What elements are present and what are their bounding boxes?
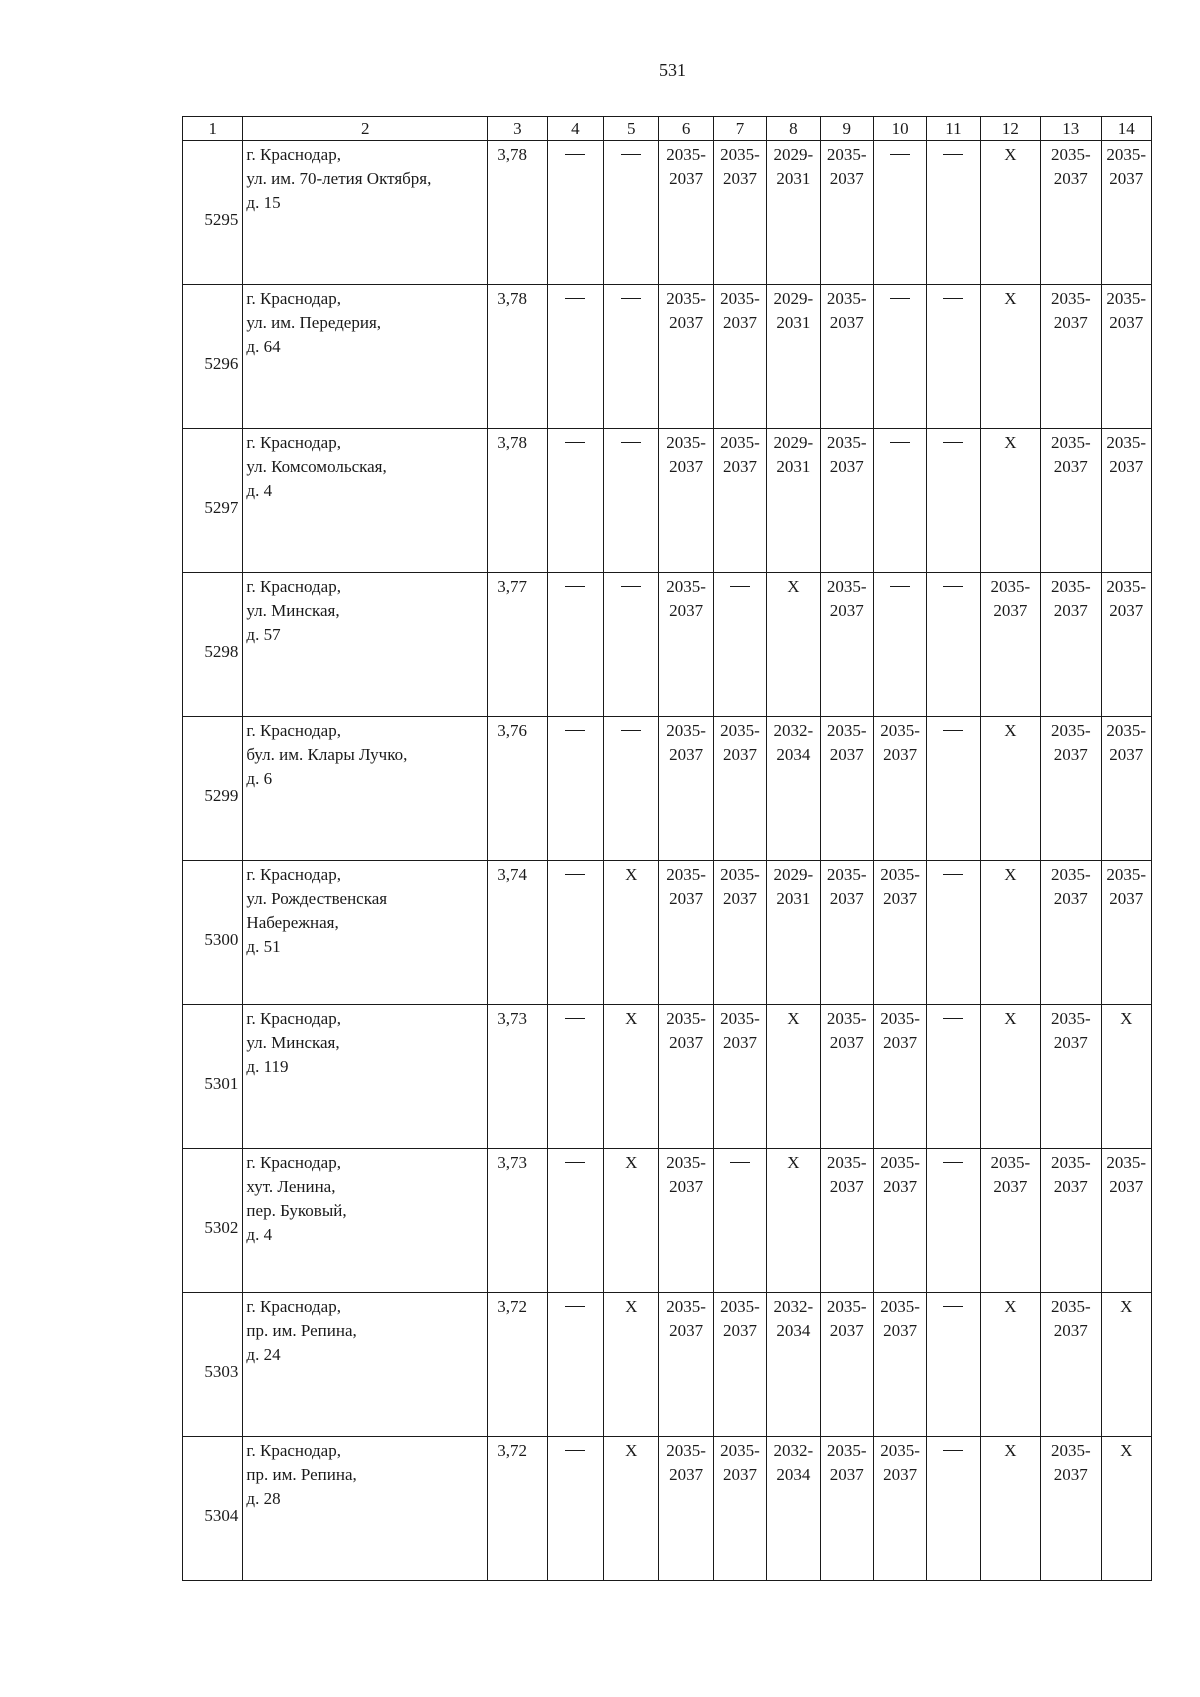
value-cell: 3,72 — [488, 1293, 547, 1437]
period-cell: X — [980, 717, 1040, 861]
dash-mark — [943, 1306, 963, 1307]
column-header: 9 — [820, 117, 873, 141]
table-row — [183, 1149, 1152, 1293]
table-row — [183, 861, 1152, 1005]
value-cell: 3,73 — [488, 1149, 547, 1293]
dash-cell — [927, 429, 980, 573]
period-cell: 2035- 2037 — [659, 285, 713, 429]
period-cell: 2035- 2037 — [1101, 717, 1151, 861]
dash-mark — [565, 298, 585, 299]
address-line: д. 51 — [246, 937, 281, 956]
dash-cell — [604, 717, 659, 861]
address-line: г. Краснодар, — [246, 1297, 341, 1316]
period-cell: 2035- 2037 — [659, 1149, 713, 1293]
address-line: пр. им. Репина, — [246, 1321, 357, 1340]
header-row — [183, 117, 1152, 141]
dash-cell — [547, 1005, 603, 1149]
dash-mark — [565, 1162, 585, 1163]
dash-cell — [547, 861, 603, 1005]
dash-cell — [547, 141, 603, 285]
period-cell: 2035- 2037 — [1101, 285, 1151, 429]
dash-mark — [565, 442, 585, 443]
dash-mark — [943, 586, 963, 587]
period-cell: X — [1101, 1437, 1151, 1581]
column-header: 6 — [659, 117, 713, 141]
dash-mark — [943, 1018, 963, 1019]
address-line: г. Краснодар, — [246, 433, 341, 452]
period-cell: 2035- 2037 — [1041, 1005, 1101, 1149]
period-cell: 2035- 2037 — [659, 573, 713, 717]
period-cell: 2035- 2037 — [820, 717, 873, 861]
dash-cell — [927, 1293, 980, 1437]
dash-cell — [604, 429, 659, 573]
column-header: 5 — [604, 117, 659, 141]
period-cell: 2035- 2037 — [713, 1437, 766, 1581]
period-cell: 2035- 2037 — [659, 717, 713, 861]
period-cell: X — [980, 141, 1040, 285]
address-cell — [243, 285, 488, 429]
table-row — [183, 573, 1152, 717]
column-header: 14 — [1101, 117, 1151, 141]
period-cell: 2029- 2031 — [767, 429, 820, 573]
period-cell: 2035- 2037 — [1041, 429, 1101, 573]
dash-mark — [943, 730, 963, 731]
address-line: г. Краснодар, — [246, 865, 341, 884]
period-cell: X — [980, 285, 1040, 429]
dash-cell — [547, 285, 603, 429]
dash-cell — [547, 1293, 603, 1437]
period-cell: 2035- 2037 — [1041, 285, 1101, 429]
dash-mark — [890, 154, 910, 155]
period-cell: 2035- 2037 — [713, 429, 766, 573]
period-cell: 2035- 2037 — [659, 861, 713, 1005]
dash-mark — [890, 442, 910, 443]
row-number: 5299 — [183, 717, 243, 861]
dash-cell — [713, 573, 766, 717]
address-line: г. Краснодар, — [246, 1153, 341, 1172]
registry-table — [182, 116, 1152, 1581]
dash-mark — [621, 442, 641, 443]
period-cell: 2029- 2031 — [767, 861, 820, 1005]
value-cell: 3,72 — [488, 1437, 547, 1581]
period-cell: 2032- 2034 — [767, 1293, 820, 1437]
dash-cell — [604, 141, 659, 285]
column-header: 2 — [243, 117, 488, 141]
dash-mark — [565, 874, 585, 875]
address-cell — [243, 141, 488, 285]
address-line: д. 28 — [246, 1489, 281, 1508]
period-cell: X — [980, 1437, 1040, 1581]
address-line: ул. Минская, — [246, 1033, 340, 1052]
value-cell: 3,73 — [488, 1005, 547, 1149]
period-cell: 2035- 2037 — [713, 1293, 766, 1437]
column-header: 11 — [927, 117, 980, 141]
address-line: бул. им. Клары Лучко, — [246, 745, 408, 764]
row-number: 5298 — [183, 573, 243, 717]
dash-mark — [943, 442, 963, 443]
address-line: ул. Минская, — [246, 601, 340, 620]
dash-cell — [547, 573, 603, 717]
address-line: хут. Ленина, — [246, 1177, 336, 1196]
column-header: 13 — [1041, 117, 1101, 141]
period-cell: 2035- 2037 — [1041, 1437, 1101, 1581]
period-cell: 2035- 2037 — [1101, 861, 1151, 1005]
period-cell: X — [604, 1005, 659, 1149]
page-number: 531 — [659, 60, 686, 80]
dash-cell — [873, 573, 926, 717]
address-cell — [243, 861, 488, 1005]
dash-mark — [621, 298, 641, 299]
address-cell — [243, 429, 488, 573]
period-cell: 2035- 2037 — [659, 141, 713, 285]
address-line: д. 57 — [246, 625, 281, 644]
table-row — [183, 429, 1152, 573]
address-line: Набережная, — [246, 913, 339, 932]
period-cell: X — [980, 1005, 1040, 1149]
period-cell: X — [604, 1293, 659, 1437]
period-cell: 2035- 2037 — [820, 141, 873, 285]
dash-cell — [927, 1005, 980, 1149]
row-number: 5301 — [183, 1005, 243, 1149]
dash-mark — [565, 154, 585, 155]
address-line: пр. им. Репина, — [246, 1465, 357, 1484]
address-line: г. Краснодар, — [246, 289, 341, 308]
period-cell: 2035- 2037 — [1101, 1149, 1151, 1293]
period-cell: 2035- 2037 — [873, 717, 926, 861]
table-row — [183, 285, 1152, 429]
dash-cell — [927, 1437, 980, 1581]
address-line: д. 6 — [246, 769, 273, 788]
address-cell — [243, 1149, 488, 1293]
period-cell: 2035- 2037 — [873, 1293, 926, 1437]
dash-mark — [890, 298, 910, 299]
dash-cell — [547, 1149, 603, 1293]
value-cell: 3,78 — [488, 141, 547, 285]
dash-cell — [927, 1149, 980, 1293]
period-cell: X — [1101, 1005, 1151, 1149]
address-line: г. Краснодар, — [246, 145, 341, 164]
period-cell: 2035- 2037 — [1101, 573, 1151, 717]
dash-cell — [927, 573, 980, 717]
dash-mark — [890, 586, 910, 587]
column-header: 8 — [767, 117, 820, 141]
table-row — [183, 717, 1152, 861]
row-number: 5302 — [183, 1149, 243, 1293]
period-cell: 2035- 2037 — [873, 1437, 926, 1581]
period-cell: X — [980, 861, 1040, 1005]
dash-cell — [873, 285, 926, 429]
period-cell: 2035- 2037 — [820, 1149, 873, 1293]
period-cell: 2035- 2037 — [713, 285, 766, 429]
period-cell: X — [767, 1149, 820, 1293]
column-header: 1 — [183, 117, 243, 141]
dash-mark — [943, 154, 963, 155]
period-cell: X — [604, 861, 659, 1005]
period-cell: 2035- 2037 — [659, 1437, 713, 1581]
dash-cell — [873, 141, 926, 285]
address-line: д. 4 — [246, 1225, 273, 1244]
table-row — [183, 1293, 1152, 1437]
period-cell: X — [604, 1437, 659, 1581]
period-cell: X — [604, 1149, 659, 1293]
dash-cell — [604, 573, 659, 717]
dash-cell — [547, 1437, 603, 1581]
dash-mark — [621, 154, 641, 155]
period-cell: 2029- 2031 — [767, 285, 820, 429]
period-cell: 2035- 2037 — [1041, 1149, 1101, 1293]
period-cell: 2032- 2034 — [767, 717, 820, 861]
row-number: 5295 — [183, 141, 243, 285]
row-number: 5297 — [183, 429, 243, 573]
dash-mark — [621, 586, 641, 587]
column-header: 10 — [873, 117, 926, 141]
address-line: ул. им. 70-летия Октября, — [246, 169, 432, 188]
dash-mark — [943, 874, 963, 875]
row-number: 5304 — [183, 1437, 243, 1581]
dash-cell — [604, 285, 659, 429]
period-cell: 2035- 2037 — [820, 573, 873, 717]
column-header: 7 — [713, 117, 766, 141]
address-cell — [243, 1005, 488, 1149]
period-cell: 2035- 2037 — [713, 141, 766, 285]
value-cell: 3,76 — [488, 717, 547, 861]
dash-cell — [547, 429, 603, 573]
period-cell: X — [980, 429, 1040, 573]
dash-mark — [565, 1306, 585, 1307]
address-line: д. 64 — [246, 337, 281, 356]
period-cell: 2035- 2037 — [820, 1437, 873, 1581]
address-line: д. 119 — [246, 1057, 289, 1076]
dash-mark — [730, 586, 750, 587]
period-cell: X — [767, 573, 820, 717]
period-cell: 2035- 2037 — [980, 573, 1040, 717]
dash-mark — [565, 1018, 585, 1019]
dash-mark — [565, 1450, 585, 1451]
address-line: д. 4 — [246, 481, 273, 500]
period-cell: 2029- 2031 — [767, 141, 820, 285]
period-cell: 2035- 2037 — [1041, 717, 1101, 861]
address-line: д. 15 — [246, 193, 281, 212]
dash-mark — [565, 730, 585, 731]
dash-mark — [621, 730, 641, 731]
period-cell: 2035- 2037 — [820, 861, 873, 1005]
period-cell: 2035- 2037 — [873, 861, 926, 1005]
address-line: ул. Комсомольская, — [246, 457, 387, 476]
address-line: д. 24 — [246, 1345, 281, 1364]
period-cell: 2035- 2037 — [873, 1149, 926, 1293]
table-row — [183, 1005, 1152, 1149]
address-cell — [243, 573, 488, 717]
period-cell: 2035- 2037 — [820, 1293, 873, 1437]
dash-cell — [927, 141, 980, 285]
table-row — [183, 141, 1152, 285]
period-cell: 2035- 2037 — [713, 1005, 766, 1149]
row-number: 5296 — [183, 285, 243, 429]
address-cell — [243, 717, 488, 861]
period-cell: 2035- 2037 — [1101, 141, 1151, 285]
column-header: 3 — [488, 117, 547, 141]
address-line: г. Краснодар, — [246, 1009, 341, 1028]
period-cell: 2035- 2037 — [713, 717, 766, 861]
period-cell: 2035- 2037 — [820, 285, 873, 429]
value-cell: 3,78 — [488, 429, 547, 573]
dash-cell — [713, 1149, 766, 1293]
column-header: 4 — [547, 117, 603, 141]
dash-cell — [927, 717, 980, 861]
period-cell: 2035- 2037 — [713, 861, 766, 1005]
address-line: ул. им. Передерия, — [246, 313, 382, 332]
value-cell: 3,77 — [488, 573, 547, 717]
period-cell: 2035- 2037 — [1041, 1293, 1101, 1437]
dash-cell — [927, 285, 980, 429]
dash-mark — [943, 1162, 963, 1163]
dash-mark — [730, 1162, 750, 1163]
dash-cell — [927, 861, 980, 1005]
dash-mark — [565, 586, 585, 587]
period-cell: 2032- 2034 — [767, 1437, 820, 1581]
period-cell: 2035- 2037 — [1041, 573, 1101, 717]
address-line: г. Краснодар, — [246, 721, 341, 740]
period-cell: 2035- 2037 — [1041, 861, 1101, 1005]
dash-mark — [943, 298, 963, 299]
address-line: пер. Буковый, — [246, 1201, 347, 1220]
period-cell: X — [980, 1293, 1040, 1437]
value-cell: 3,74 — [488, 861, 547, 1005]
table-row — [183, 1437, 1152, 1581]
dash-cell — [873, 429, 926, 573]
period-cell: 2035- 2037 — [820, 429, 873, 573]
period-cell: 2035- 2037 — [820, 1005, 873, 1149]
address-line: г. Краснодар, — [246, 1441, 341, 1460]
period-cell: 2035- 2037 — [1041, 141, 1101, 285]
period-cell: 2035- 2037 — [659, 1005, 713, 1149]
dash-cell — [547, 717, 603, 861]
dash-mark — [943, 1450, 963, 1451]
address-line: ул. Рождественская — [246, 889, 388, 908]
period-cell: 2035- 2037 — [1101, 429, 1151, 573]
period-cell: 2035- 2037 — [980, 1149, 1040, 1293]
period-cell: 2035- 2037 — [873, 1005, 926, 1149]
row-number: 5300 — [183, 861, 243, 1005]
value-cell: 3,78 — [488, 285, 547, 429]
row-number: 5303 — [183, 1293, 243, 1437]
address-cell — [243, 1437, 488, 1581]
column-header: 12 — [980, 117, 1040, 141]
period-cell: 2035- 2037 — [659, 1293, 713, 1437]
period-cell: 2035- 2037 — [659, 429, 713, 573]
address-cell — [243, 1293, 488, 1437]
period-cell: X — [767, 1005, 820, 1149]
period-cell: X — [1101, 1293, 1151, 1437]
address-line: г. Краснодар, — [246, 577, 341, 596]
